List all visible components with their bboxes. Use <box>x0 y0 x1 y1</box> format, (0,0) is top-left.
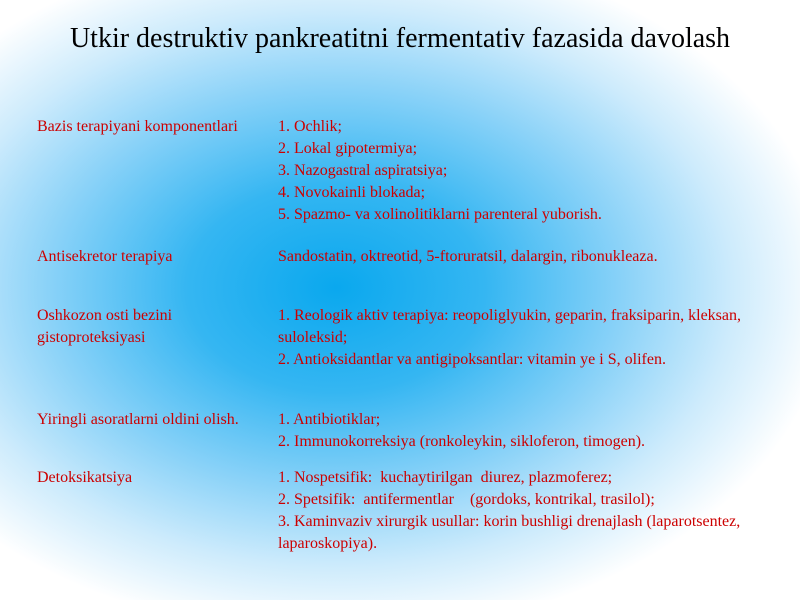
list-item: 2. Spetsifik: antifermentlar (gordoks, kontrikal, trasilol); <box>278 491 655 508</box>
list-item: 1. Antibiotiklar; <box>278 411 381 428</box>
row-content <box>278 409 778 453</box>
list-item: 2. Lokal gipotermiya; <box>278 140 418 157</box>
list-item: 4. Novokainli blokada; <box>278 184 426 201</box>
row-label: Antisekretor terapiya <box>37 248 173 265</box>
slide-title: Utkir destruktiv pankreatitni fermentativ fazasida davolash <box>69 23 731 54</box>
row-content <box>278 246 778 268</box>
row-content <box>278 305 778 371</box>
list-item: Sandostatin, oktreotid, 5-ftoruratsil, dalargin, ribonukleaza. <box>278 248 658 265</box>
row-content <box>278 467 778 555</box>
list-item: 2. Immunokorreksiya (ronkoleykin, sikloferon, timogen). <box>278 433 646 450</box>
row-label: Detoksikatsiya <box>37 469 133 486</box>
row-label: Yiringli asoratlarni oldini olish. <box>37 411 239 428</box>
list-item: 1. Nospetsifik: kuchaytirilgan diurez, plazmoferez; <box>278 469 613 486</box>
row-label: Bazis terapiyani komponentlari <box>37 118 238 135</box>
list-item: 3. Nazogastral aspiratsiya; <box>278 162 448 179</box>
row-content <box>278 116 778 226</box>
list-item: 3. Kaminvaziv xirurgik usullar: korin bushligi drenajlash (laparotsentez, laparoskopiya). <box>278 513 741 552</box>
list-item: 1. Ochlik; <box>278 118 342 135</box>
list-item: 1. Reologik aktiv terapiya: reopoliglyukin, geparin, fraksiparin, kleksan, suloleksid; <box>278 307 741 346</box>
list-item: 2. Antioksidantlar va antigipoksantlar: vitamin ye i S, olifen. <box>278 351 666 368</box>
list-item: 5. Spazmo- va xolinolitiklarni parenteral yuborish. <box>278 206 602 223</box>
row-label: Oshkozon osti bezini gistoproteksiyasi <box>37 307 173 346</box>
